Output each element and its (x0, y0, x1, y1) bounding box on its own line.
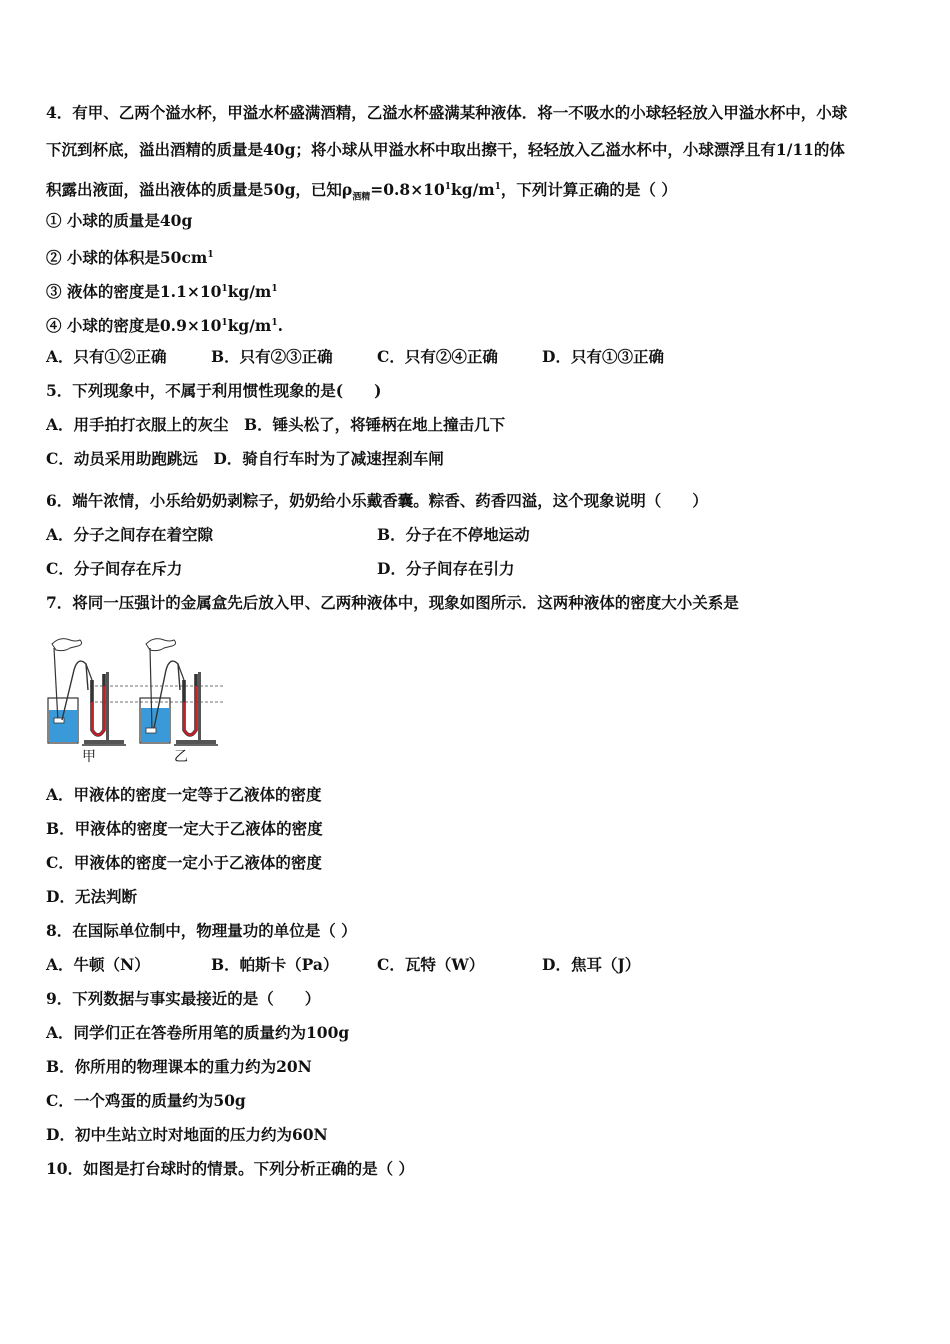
q4-s2-text: ② 小球的体积是50cm (46, 248, 208, 268)
q7-option-d: D．无法判断 (46, 887, 137, 906)
q4-statement-2 (46, 245, 214, 268)
q7-stem: 7．将同一压强计的金属盒先后放入甲、乙两种液体中，现象如图所示．这两种液体的密度大小关系是 (46, 593, 739, 612)
q5-stem: 5．下列现象中，不属于利用惯性现象的是( ) (46, 381, 382, 400)
q4-line3-text-b: =0.8×10 (370, 180, 445, 200)
q4-statement-4 (46, 313, 283, 336)
q4-s4-text-b: kg/m (227, 316, 272, 336)
q4-statement-3 (46, 279, 278, 302)
q4-option-c: C．只有②④正确 (377, 347, 498, 366)
q6-option-d: D．分子间存在引力 (377, 559, 515, 578)
q9-option-d: D．初中生站立时对地面的压力约为60N (46, 1125, 328, 1144)
q4-s3-text-a: ③ 液体的密度是1.1×10 (46, 282, 222, 302)
q7-figure-svg (40, 630, 230, 770)
q6-option-b: B．分子在不停地运动 (377, 525, 530, 544)
q4-option-d: D．只有①③正确 (542, 347, 664, 366)
q4-option-b: B．只有②③正确 (211, 347, 333, 366)
q4-line3-sup1: 1 (444, 182, 452, 192)
q8-option-b: B．帕斯卡（Pa） (211, 955, 339, 974)
q7-setup-yi (140, 639, 218, 745)
q4-s2-sup: 1 (207, 250, 214, 260)
q4-stem-line3 (46, 177, 677, 207)
q4-statement-1: ① 小球的质量是40g (46, 211, 193, 230)
q6-stem: 6．端午浓情，小乐给奶奶剥粽子，奶奶给小乐戴香囊。粽香、药香四溢，这个现象说明（ ） (46, 491, 708, 510)
q6-option-c: C．分子间存在斥力 (46, 559, 183, 578)
q8-option-c: C．瓦特（W） (377, 955, 485, 974)
q7-label-jia: 甲 (82, 749, 96, 765)
q4-s4-text-c: . (277, 316, 283, 336)
q4-s3-sup1: 1 (221, 284, 228, 294)
q10-stem: 10．如图是打台球时的情景。下列分析正确的是（ ） (46, 1159, 414, 1178)
q5-options-ab: A．用手拍打衣服上的灰尘 B．锤头松了，将锤柄在地上撞击几下 (46, 415, 506, 434)
q4-s3-sup2: 1 (271, 284, 278, 294)
q4-s3-text-b: kg/m (227, 282, 272, 302)
q4-line3-text-d: ，下列计算正确的是（ ） (500, 180, 677, 200)
q6-option-a: A．分子之间存在着空隙 (46, 525, 214, 544)
q4-line3-sub: 酒精 (352, 192, 371, 203)
q8-option-d: D．焦耳（J） (542, 955, 641, 974)
q7-pressure-gauge-figure (40, 630, 230, 770)
q4-s4-sup2: 1 (271, 318, 278, 328)
q9-stem: 9．下列数据与事实最接近的是（ ） (46, 989, 321, 1008)
q9-option-c: C．一个鸡蛋的质量约为50g (46, 1091, 246, 1110)
q7-option-b: B．甲液体的密度一定大于乙液体的密度 (46, 819, 323, 838)
q4-line3-sup2: 1 (494, 182, 501, 192)
q4-line3-text-c: kg/m (451, 180, 495, 200)
q4-s4-sup1: 1 (221, 318, 228, 328)
q4-line3-text-a: 积露出液面，溢出液体的质量是50g，已知ρ (46, 180, 353, 200)
q7-option-a: A．甲液体的密度一定等于乙液体的密度 (46, 785, 322, 804)
q7-label-yi: 乙 (174, 749, 188, 765)
q9-option-a: A．同学们正在答卷所用笔的质量约为100g (46, 1023, 350, 1042)
q9-option-b: B．你所用的物理课本的重力约为20N (46, 1057, 312, 1076)
q5-options-cd: C．动员采用助跑跳远 D．骑自行车时为了减速捏刹车闸 (46, 449, 444, 468)
q4-option-a: A．只有①②正确 (46, 347, 167, 366)
q8-stem: 8．在国际单位制中，物理量功的单位是（ ） (46, 921, 357, 940)
q7-option-c: C．甲液体的密度一定小于乙液体的密度 (46, 853, 322, 872)
q4-stem-line1: 4．有甲、乙两个溢水杯，甲溢水杯盛满酒精，乙溢水杯盛满某种液体．将一不吸水的小球轻轻放入甲溢水杯中，小球 (46, 103, 848, 122)
q4-stem-line2: 下沉到杯底，溢出酒精的质量是40g；将小球从甲溢水杯中取出擦干，轻轻放入乙溢水杯中，小球漂浮且有1/11的体 (46, 140, 845, 159)
q8-option-a: A．牛顿（N） (46, 955, 150, 974)
q4-s4-text-a: ④ 小球的密度是0.9×10 (46, 316, 222, 336)
q7-setup-jia (48, 639, 126, 745)
